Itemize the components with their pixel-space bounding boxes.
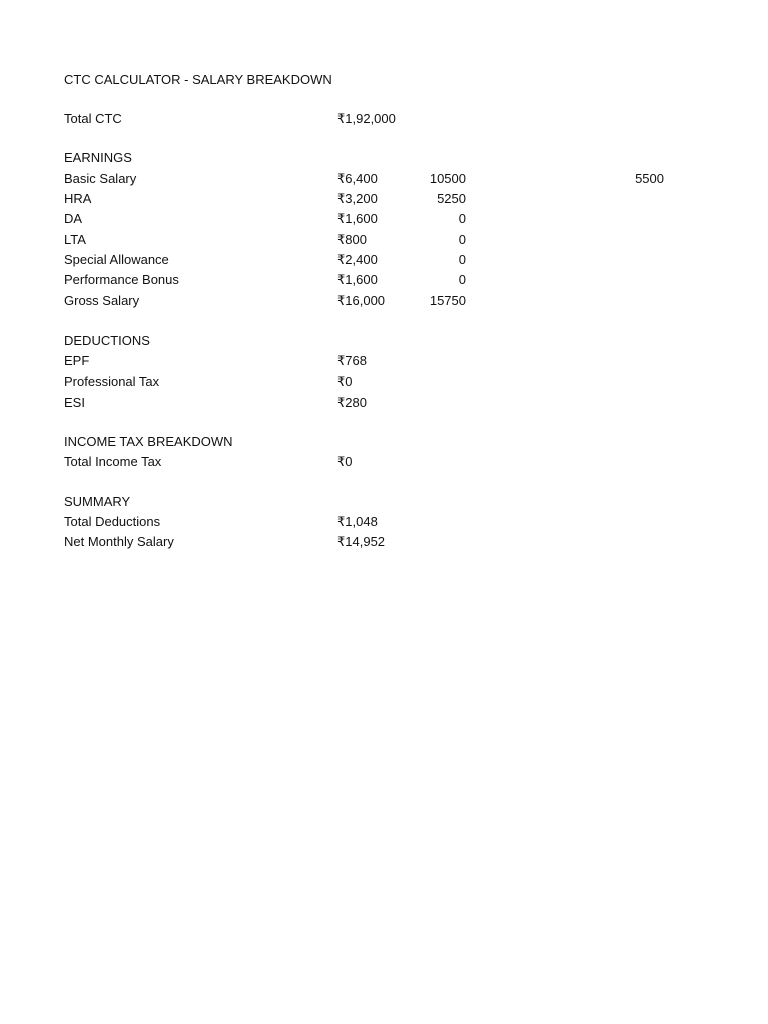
gross-salary-value: ₹16,000	[337, 293, 386, 308]
earnings-row-col-c: 0	[458, 232, 466, 247]
deductions-row-label: ESI	[64, 395, 85, 410]
income-tax-row-value: ₹0	[337, 454, 353, 469]
earnings-row-value: ₹6,400	[337, 171, 378, 186]
deductions-row-value: ₹768	[337, 353, 367, 368]
earnings-row-value: ₹1,600	[337, 272, 378, 287]
deductions-row-label: Professional Tax	[64, 374, 160, 389]
earnings-row-label: Performance Bonus	[64, 272, 179, 287]
earnings-row-col-c: 0	[458, 211, 466, 226]
income-tax-heading: INCOME TAX BREAKDOWN	[64, 434, 233, 449]
income-tax-row-label: Total Income Tax	[64, 454, 162, 469]
earnings-row-col-c: 0	[458, 272, 466, 287]
earnings-heading: EARNINGS	[64, 150, 132, 165]
deductions-row-value: ₹280	[337, 395, 367, 410]
summary-row-value: ₹1,048	[337, 514, 378, 529]
summary-row-value: ₹14,952	[337, 534, 386, 549]
summary-heading: SUMMARY	[64, 494, 131, 509]
earnings-row-col-c: 5250	[437, 191, 466, 206]
deductions-heading: DEDUCTIONS	[64, 333, 150, 348]
earnings-row-col-c: 0	[458, 252, 466, 267]
earnings-row-value: ₹2,400	[337, 252, 378, 267]
earnings-row-col-c: 10500	[429, 171, 466, 186]
summary-row-label: Total Deductions	[64, 514, 161, 529]
earnings-row-value: ₹3,200	[337, 191, 378, 206]
total-ctc-value: ₹1,92,000	[337, 111, 396, 126]
gross-salary-label: Gross Salary	[64, 293, 140, 308]
earnings-row-label: Basic Salary	[64, 171, 137, 186]
deductions-row-value: ₹0	[337, 374, 353, 389]
page-title: CTC CALCULATOR - SALARY BREAKDOWN	[64, 72, 332, 87]
total-ctc-label: Total CTC	[64, 111, 122, 126]
earnings-row-label: Special Allowance	[64, 252, 169, 267]
earnings-row-label: DA	[64, 211, 83, 226]
deductions-row-label: EPF	[64, 353, 90, 368]
earnings-row-value: ₹1,600	[337, 211, 378, 226]
earnings-row-value: ₹800	[337, 232, 367, 247]
summary-row-label: Net Monthly Salary	[64, 534, 174, 549]
gross-salary-col-c: 15750	[429, 293, 466, 308]
earnings-row-col-e: 5500	[635, 171, 664, 186]
earnings-row-label: LTA	[64, 232, 86, 247]
earnings-row-label: HRA	[64, 191, 92, 206]
